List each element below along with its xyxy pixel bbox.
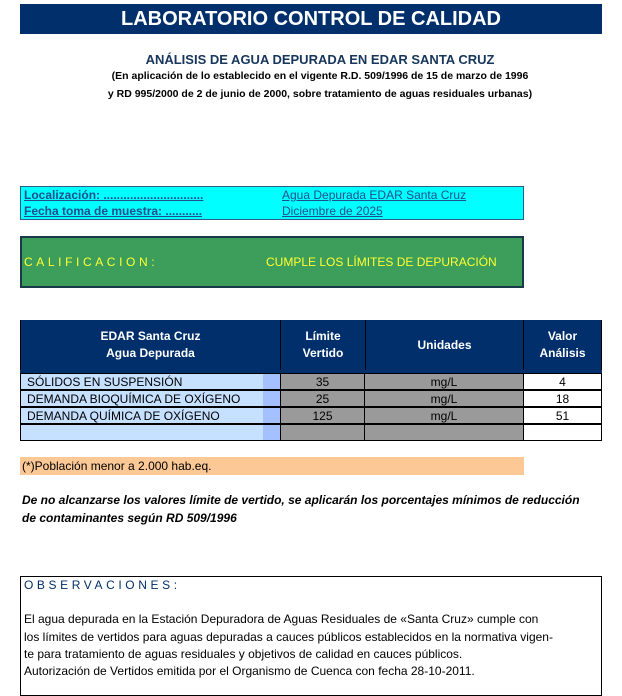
- limit-cell: 25: [280, 390, 365, 407]
- table-row: [20, 390, 602, 407]
- location-label: Localización: ..............................: [24, 188, 204, 202]
- report-title: LABORATORIO CONTROL DE CALIDAD: [20, 4, 602, 34]
- parameter-cell: SÓLIDOS EN SUSPENSIÓN: [20, 373, 263, 390]
- observations-title: OBSERVACIONES:: [24, 578, 181, 592]
- results-table: [20, 373, 602, 441]
- value-cell: 51: [523, 407, 602, 424]
- observations-line-4: Autorización de Vertidos emitida por el Organismo de Cuenca con fecha 28-10-2011.: [24, 664, 475, 678]
- parameter-cell: DEMANDA BIOQUÍMICA DE OXÍGENO: [20, 390, 263, 407]
- table-row: [20, 424, 602, 441]
- value-cell: 18: [523, 390, 602, 407]
- header-limit: Límite Vertido: [280, 320, 365, 370]
- qualification-box: [20, 236, 524, 288]
- sample-date-label: Fecha toma de muestra: ...........: [24, 204, 203, 218]
- warning-line-1: De no alcanzarse los valores límite de vertido, se aplicarán los porcentajes mínimos de reducción: [22, 493, 580, 507]
- parameter-cell: DEMANDA QUÍMICA DE OXÍGENO: [20, 407, 263, 424]
- report-subtitle: ANÁLISIS DE AGUA DEPURADA EN EDAR SANTA CRUZ: [145, 52, 495, 67]
- table-row: [20, 373, 602, 390]
- location-value[interactable]: Agua Depurada EDAR Santa Cruz: [282, 188, 467, 202]
- limit-cell: 35: [280, 373, 365, 390]
- observations-line-3: te para tratamiento de aguas residuales y objetivos de calidad en cauces públicos.: [24, 647, 463, 661]
- header-parameter: EDAR Santa Cruz Agua Depurada: [20, 320, 280, 370]
- limit-cell: 125: [280, 407, 365, 424]
- header-units: Unidades: [365, 320, 523, 370]
- limit-cell: [280, 424, 365, 441]
- location-box: [20, 186, 524, 220]
- value-cell: 4: [523, 373, 602, 390]
- observations-line-1: El agua depurada en la Estación Depuradora de Aguas Residuales de «Santa Cruz» cumple con: [24, 612, 539, 626]
- legal-reference-line-2: y RD 995/2000 de 2 de junio de 2000, sobre tratamiento de aguas residuales urbanas): [107, 88, 533, 100]
- unit-cell: mg/L: [365, 390, 523, 407]
- sample-date-value[interactable]: Diciembre de 2025: [282, 204, 383, 218]
- table-row: [20, 407, 602, 424]
- population-note: (*)Población menor a 2.000 hab.eq.: [20, 457, 524, 475]
- observations-line-2: los límites de vertidos para aguas depuradas a cauces públicos establecidos en la normativa vigen-: [24, 630, 553, 644]
- value-cell: [523, 424, 602, 441]
- legal-reference-line-1: (En aplicación de lo establecido en el vigente R.D. 509/1996 de 15 de marzo de 1996: [111, 70, 529, 82]
- qualification-result: CUMPLE LOS LÍMITES DE DEPURACIÓN: [266, 255, 497, 269]
- parameter-cell: [20, 424, 263, 441]
- unit-cell: [365, 424, 523, 441]
- qualification-label: CALIFICACION:: [24, 255, 159, 269]
- observations-box: [20, 576, 602, 696]
- unit-cell: mg/L: [365, 373, 523, 390]
- warning-line-2: de contaminantes según RD 509/1996: [22, 511, 237, 525]
- unit-cell: mg/L: [365, 407, 523, 424]
- header-value: Valor Análisis: [523, 320, 602, 370]
